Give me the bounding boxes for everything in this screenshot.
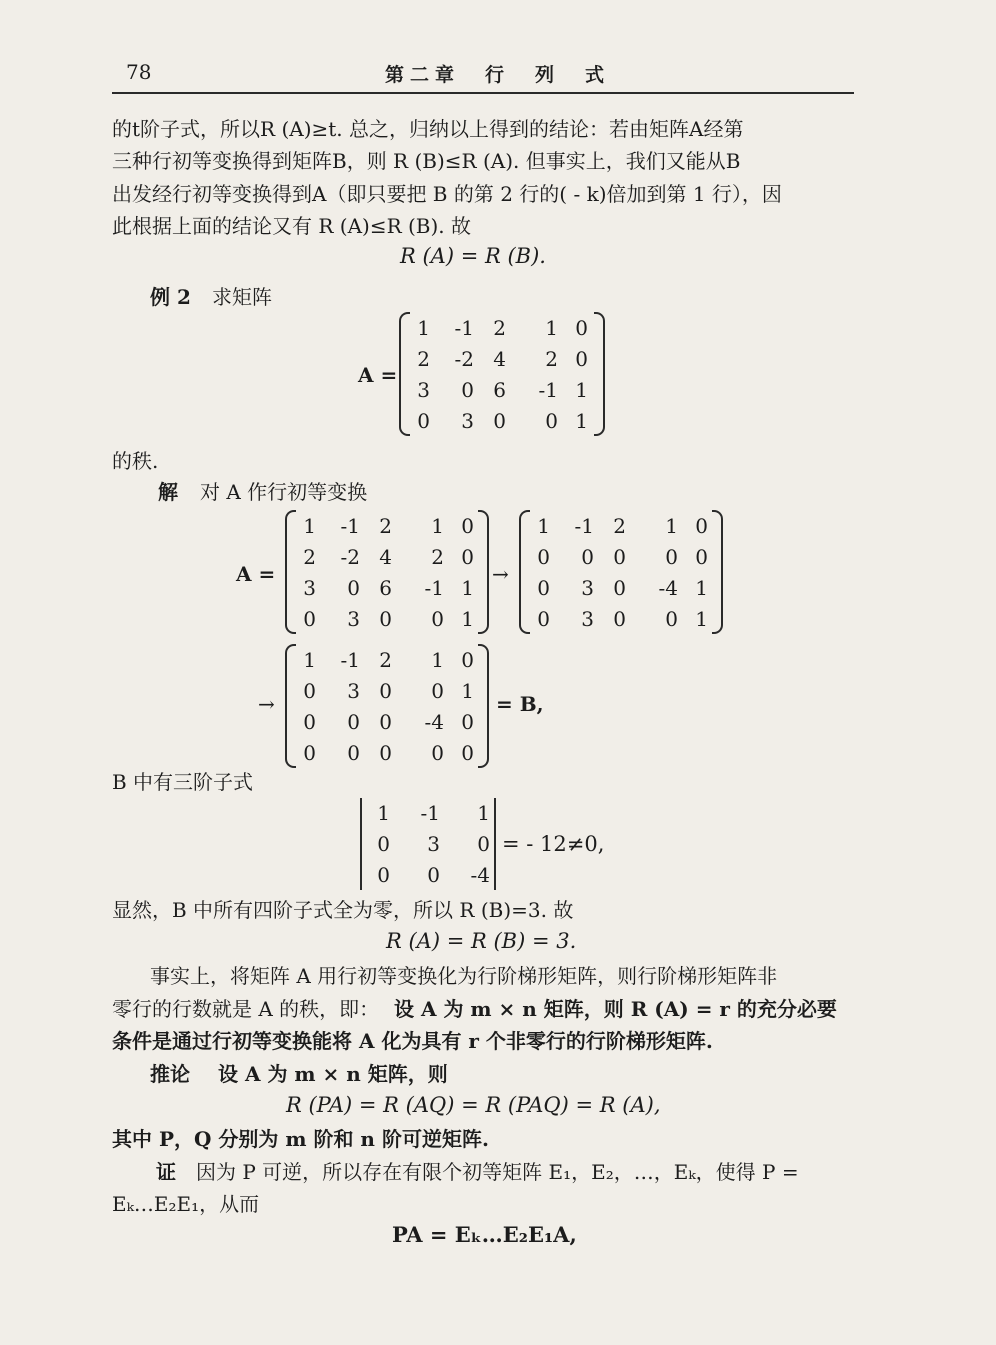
matrix-cell: 0 — [379, 678, 392, 703]
paragraph-line: 事实上，将矩阵 A 用行初等变换化为行阶梯形矩阵，则行阶梯形矩阵非 — [150, 964, 778, 988]
determinant-bar — [360, 798, 362, 890]
matrix-cell: 0 — [665, 606, 678, 631]
matrix-bracket — [478, 510, 489, 634]
paragraph-line: 零行的行数就是 A 的秩，即： — [112, 997, 380, 1021]
paragraph-line: 三种行初等变换得到矩阵B，则 R (B)≤R (A). 但事实上，我们又能从B — [112, 149, 741, 173]
matrix-cell: 3 — [303, 575, 316, 600]
matrix-cell: -1 — [454, 315, 474, 340]
matrix-cell: 1 — [665, 513, 678, 538]
equation: R (A) = R (B). — [400, 244, 546, 268]
matrix-cell: 0 — [379, 606, 392, 631]
matrix-cell: 0 — [613, 606, 626, 631]
matrix-A — [402, 312, 602, 436]
paragraph-line: 显然，B 中所有四阶子式全为零，所以 R (B)=3. 故 — [112, 898, 574, 922]
example-label: 例 2 — [150, 285, 191, 309]
matrix-cell: 1 — [575, 377, 588, 402]
matrix-cell: 1 — [461, 575, 474, 600]
paragraph-line: 的t阶子式，所以R (A)≥t. 总之，归纳以上得到的结论：若由矩阵A经第 — [112, 117, 744, 141]
matrix-cell: -4 — [470, 862, 490, 887]
matrix-cell: -2 — [454, 346, 474, 371]
matrix-cell: 4 — [493, 346, 506, 371]
corollary-text: 其中 P，Q 分别为 m 阶和 n 阶可逆矩阵. — [112, 1127, 489, 1151]
matrix-cell: 3 — [347, 606, 360, 631]
matrix-cell: 0 — [377, 831, 390, 856]
matrix-cell: 0 — [461, 513, 474, 538]
proof-label: 证 — [156, 1160, 176, 1184]
matrix-step-1 — [522, 510, 720, 634]
matrix-cell: 0 — [431, 740, 444, 765]
determinant-minor — [362, 798, 494, 890]
matrix-cell: -1 — [420, 801, 440, 826]
matrix-cell: 0 — [581, 544, 594, 569]
matrix-label: A = — [236, 562, 276, 586]
matrix-cell: 0 — [575, 315, 588, 340]
page-number: 78 — [126, 60, 152, 84]
matrix-cell: 0 — [377, 862, 390, 887]
matrix-cell: -4 — [424, 709, 444, 734]
matrix-cell: 1 — [545, 315, 558, 340]
matrix-cell: 0 — [303, 709, 316, 734]
header-rule — [112, 92, 854, 94]
matrix-cell: 1 — [377, 801, 390, 826]
matrix-bracket — [712, 510, 723, 634]
equals-B: = B, — [496, 692, 544, 716]
matrix-cell: 0 — [347, 709, 360, 734]
matrix-cell: 0 — [461, 377, 474, 402]
matrix-cell: 0 — [613, 544, 626, 569]
paragraph-line: Eₖ…E₂E₁，从而 — [112, 1192, 260, 1216]
matrix-cell: 2 — [431, 544, 444, 569]
matrix-cell: -1 — [424, 575, 444, 600]
paragraph-line: 的秩. — [112, 449, 159, 473]
matrix-step-0 — [288, 510, 486, 634]
matrix-cell: 2 — [303, 544, 316, 569]
equation: R (PA) = R (AQ) = R (PAQ) = R (A), — [286, 1093, 661, 1117]
arrow-icon: → — [258, 692, 275, 716]
theorem-text: 设 A 为 m × n 矩阵，则 R (A) = r 的充分必要 — [394, 997, 837, 1021]
matrix-cell: 0 — [379, 709, 392, 734]
matrix-cell: 1 — [695, 575, 708, 600]
matrix-cell: 1 — [303, 513, 316, 538]
matrix-B — [288, 644, 486, 768]
corollary-label: 推论 — [150, 1062, 190, 1086]
matrix-cell: 0 — [303, 740, 316, 765]
matrix-cell: 3 — [581, 606, 594, 631]
matrix-cell: 0 — [537, 606, 550, 631]
matrix-cell: -1 — [538, 377, 558, 402]
minor-value: = - 12≠0, — [502, 832, 605, 856]
matrix-cell: 2 — [379, 513, 392, 538]
matrix-cell: 1 — [461, 678, 474, 703]
example-text: 求矩阵 — [212, 285, 272, 309]
matrix-cell: 3 — [461, 408, 474, 433]
matrix-bracket — [399, 312, 410, 436]
solution-text: 对 A 作行初等变换 — [200, 480, 368, 504]
paragraph-line: 因为 P 可逆，所以存在有限个初等矩阵 E₁，E₂，…，Eₖ，使得 P = — [196, 1160, 799, 1184]
matrix-cell: -1 — [574, 513, 594, 538]
matrix-cell: 0 — [461, 544, 474, 569]
solution-label: 解 — [158, 480, 178, 504]
matrix-cell: 1 — [303, 647, 316, 672]
matrix-cell: 0 — [537, 575, 550, 600]
matrix-cell: 2 — [379, 647, 392, 672]
matrix-cell: 2 — [493, 315, 506, 340]
matrix-cell: 0 — [347, 575, 360, 600]
matrix-cell: 0 — [537, 544, 550, 569]
corollary-text: 设 A 为 m × n 矩阵，则 — [218, 1062, 448, 1086]
matrix-cell: -4 — [658, 575, 678, 600]
matrix-cell: 0 — [303, 678, 316, 703]
matrix-cell: -1 — [340, 647, 360, 672]
matrix-cell: 0 — [493, 408, 506, 433]
matrix-cell: 0 — [417, 408, 430, 433]
matrix-cell: 0 — [379, 740, 392, 765]
matrix-cell: 0 — [575, 346, 588, 371]
matrix-cell: 0 — [347, 740, 360, 765]
matrix-bracket — [285, 644, 296, 768]
matrix-cell: 1 — [575, 408, 588, 433]
matrix-cell: 0 — [461, 740, 474, 765]
matrix-cell: 0 — [695, 513, 708, 538]
matrix-cell: 3 — [581, 575, 594, 600]
matrix-cell: 0 — [477, 831, 490, 856]
running-header: 第二章 行 列 式 — [385, 64, 611, 86]
matrix-cell: 0 — [613, 575, 626, 600]
matrix-bracket — [519, 510, 530, 634]
matrix-cell: 0 — [427, 862, 440, 887]
matrix-cell: 1 — [477, 801, 490, 826]
matrix-cell: 0 — [431, 606, 444, 631]
matrix-cell: 0 — [695, 544, 708, 569]
matrix-cell: 0 — [665, 544, 678, 569]
arrow-icon: → — [492, 562, 509, 586]
matrix-cell: 1 — [417, 315, 430, 340]
matrix-cell: 3 — [427, 831, 440, 856]
matrix-cell: 0 — [461, 709, 474, 734]
matrix-cell: 1 — [431, 647, 444, 672]
equation: PA = Eₖ…E₂E₁A, — [392, 1222, 577, 1247]
matrix-bracket — [594, 312, 605, 436]
determinant-bar — [494, 798, 496, 890]
matrix-cell: 4 — [379, 544, 392, 569]
paragraph-line: B 中有三阶子式 — [112, 770, 254, 794]
equation: R (A) = R (B) = 3. — [386, 929, 577, 953]
matrix-cell: 3 — [417, 377, 430, 402]
matrix-cell: 6 — [493, 377, 506, 402]
theorem-text: 条件是通过行初等变换能将 A 化为具有 r 个非零行的行阶梯形矩阵. — [112, 1029, 713, 1053]
matrix-bracket — [478, 644, 489, 768]
matrix-cell: 0 — [545, 408, 558, 433]
matrix-cell: -2 — [340, 544, 360, 569]
matrix-bracket — [285, 510, 296, 634]
matrix-label: A = — [358, 363, 398, 387]
matrix-cell: 2 — [417, 346, 430, 371]
matrix-cell: 0 — [461, 647, 474, 672]
matrix-cell: -1 — [340, 513, 360, 538]
matrix-cell: 0 — [431, 678, 444, 703]
matrix-cell: 6 — [379, 575, 392, 600]
matrix-cell: 1 — [431, 513, 444, 538]
matrix-cell: 2 — [545, 346, 558, 371]
matrix-cell: 2 — [613, 513, 626, 538]
matrix-cell: 1 — [695, 606, 708, 631]
paragraph-line: 此根据上面的结论又有 R (A)≤R (B). 故 — [112, 214, 472, 238]
matrix-cell: 1 — [537, 513, 550, 538]
matrix-cell: 1 — [461, 606, 474, 631]
paragraph-line: 出发经行初等变换得到A（即只要把 B 的第 2 行的( - k)倍加到第 1 行），因 — [112, 182, 782, 206]
matrix-cell: 3 — [347, 678, 360, 703]
matrix-cell: 0 — [303, 606, 316, 631]
